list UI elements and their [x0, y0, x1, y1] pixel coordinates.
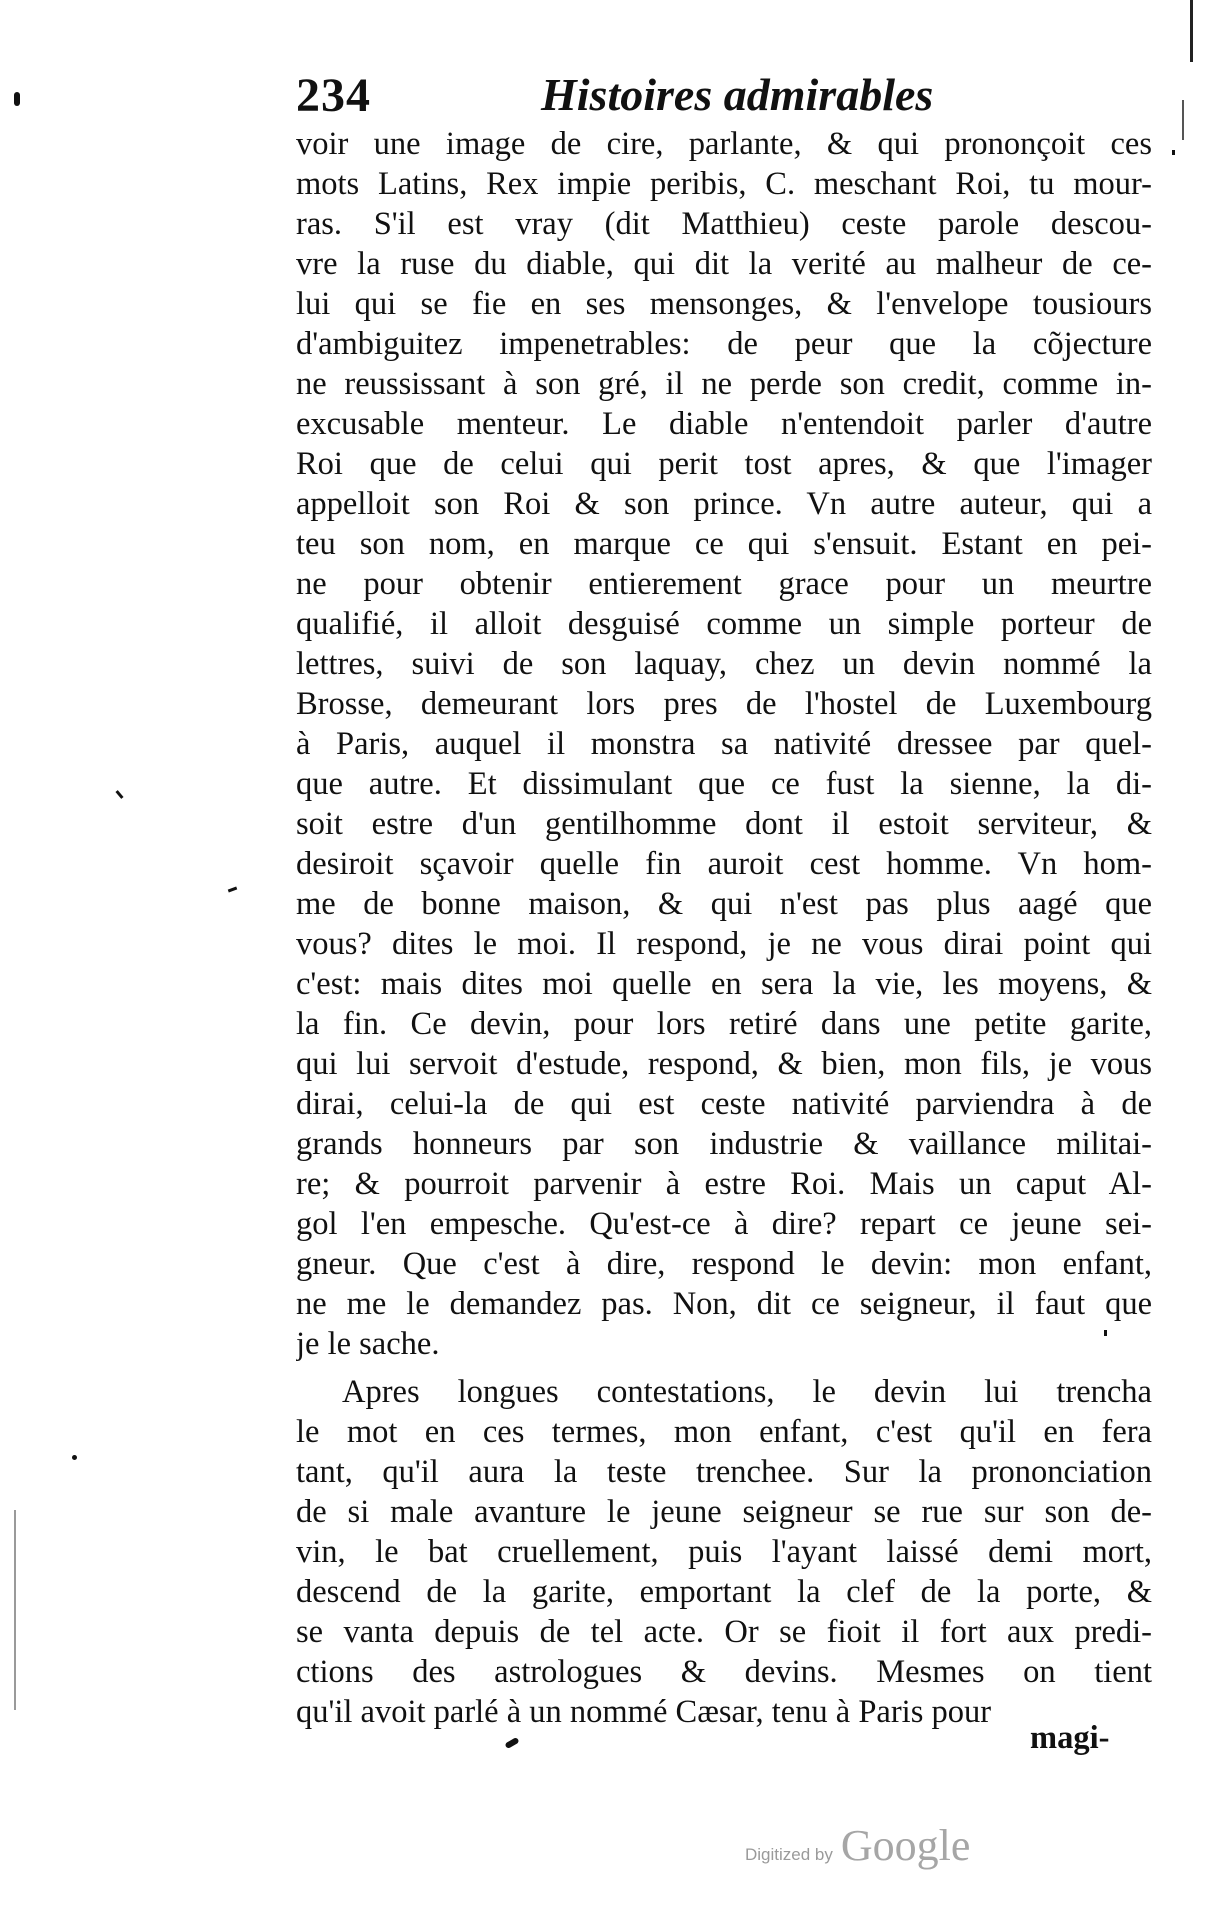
- text-line: gneur. Que c'est à dire, respond le devin: mon enfant,: [296, 1246, 1152, 1282]
- paragraph-1: [296, 124, 1152, 1364]
- text-line: la fin. Ce devin, pour lors retiré dans une petite garite,: [296, 1006, 1152, 1042]
- google-logo: Google: [840, 1821, 971, 1870]
- margin-speck: [14, 1510, 16, 1710]
- margin-speck: [1172, 150, 1175, 155]
- margin-speck: [228, 887, 237, 893]
- text-line: vre la ruse du diable, qui dit la verité au malheur de ce-: [296, 246, 1152, 282]
- text-line: qui lui servoit d'estude, respond, & bien, mon fils, je vous: [296, 1046, 1152, 1082]
- page-edge-line: [1190, 0, 1193, 62]
- text-line: ne reussissant à son gré, il ne perde son credit, comme in-: [296, 366, 1152, 402]
- margin-speck: [1104, 1330, 1107, 1336]
- text-line: desiroit sçavoir quelle fin auroit cest homme. Vn hom-: [296, 846, 1152, 882]
- text-line: Roi que de celui qui perit tost apres, & que l'imager: [296, 446, 1152, 482]
- text-line: gol l'en empesche. Qu'est-ce à dire? repart ce jeune sei-: [296, 1206, 1152, 1242]
- text-line: d'ambiguitez impenetrables: de peur que la cõjecture: [296, 326, 1152, 362]
- text-line: Brosse, demeurant lors pres de l'hostel de Luxembourg: [296, 686, 1152, 722]
- text-line: se vanta depuis de tel acte. Or se fioit il fort aux predi-: [296, 1614, 1152, 1650]
- margin-speck: [14, 92, 20, 106]
- text-line: ne pour obtenir entierement grace pour un meurtre: [296, 566, 1152, 602]
- text-line: soit estre d'un gentilhomme dont il estoit serviteur, &: [296, 806, 1152, 842]
- margin-speck: [115, 790, 123, 799]
- text-line: lettres, suivi de son laquay, chez un devin nommé la: [296, 646, 1152, 682]
- text-line: ras. S'il est vray (dit Matthieu) ceste parole descou-: [296, 206, 1152, 242]
- text-line: lui qui se fie en ses mensonges, & l'envelope tousiours: [296, 286, 1152, 322]
- margin-speck: [72, 1455, 77, 1460]
- paragraph-2: [296, 1372, 1152, 1732]
- text-line: voir une image de cire, parlante, & qui prononçoit ces: [296, 126, 1152, 162]
- text-line: appelloit son Roi & son prince. Vn autre auteur, qui a: [296, 486, 1152, 522]
- text-line: tant, qu'il aura la teste trenchee. Sur la prononciation: [296, 1454, 1152, 1490]
- text-line: dirai, celui-la de qui est ceste nativité parviendra à de: [296, 1086, 1152, 1122]
- text-line: qualifié, il alloit desguisé comme un simple porteur de: [296, 606, 1152, 642]
- text-line: qu'il avoit parlé à un nommé Cæsar, tenu à Paris pour: [296, 1694, 992, 1730]
- text-line: mots Latins, Rex impie peribis, C. meschant Roi, tu mour-: [296, 166, 1152, 202]
- text-line: descend de la garite, emportant la clef de la porte, &: [296, 1574, 1152, 1610]
- catchword: magi-: [1030, 1720, 1110, 1756]
- digitized-watermark: [745, 1820, 970, 1870]
- margin-speck: [504, 1737, 519, 1749]
- text-line: je le sache.: [296, 1326, 440, 1362]
- text-line: grands honneurs par son industrie & vaillance militai-: [296, 1126, 1152, 1162]
- text-line: ne me le demandez pas. Non, dit ce seigneur, il faut que: [296, 1286, 1152, 1322]
- text-line: à Paris, auquel il monstra sa nativité dressee par quel-: [296, 726, 1152, 762]
- text-line: le mot en ces termes, mon enfant, c'est qu'il en fera: [296, 1414, 1152, 1450]
- page-header: [296, 68, 936, 128]
- text-line: re; & pourroit parvenir à estre Roi. Mais un caput Al-: [296, 1166, 1152, 1202]
- text-line: de si male avanture le jeune seigneur se rue sur son de-: [296, 1494, 1152, 1530]
- body-text: [296, 124, 1152, 1732]
- text-line: que autre. Et dissimulant que ce fust la sienne, la di-: [296, 766, 1152, 802]
- text-line: Apres longues contestations, le devin lui trencha: [342, 1374, 1152, 1410]
- text-line: teu son nom, en marque ce qui s'ensuit. Estant en pei-: [296, 526, 1152, 562]
- paragraph-gap: [296, 1364, 1152, 1372]
- text-line: c'est: mais dites moi quelle en sera la vie, les moyens, &: [296, 966, 1152, 1002]
- page-edge-line: [1182, 100, 1184, 140]
- text-line: vin, le bat cruellement, puis l'ayant laissé demi mort,: [296, 1534, 1152, 1570]
- digitized-by-label: Digitized by: [745, 1845, 833, 1864]
- page-number: 234: [296, 69, 371, 122]
- text-line: vous? dites le moi. Il respond, je ne vous dirai point qui: [296, 926, 1152, 962]
- text-line: ctions des astrologues & devins. Mesmes on tient: [296, 1654, 1152, 1690]
- running-title: Histoires admirables: [541, 69, 934, 120]
- text-line: me de bonne maison, & qui n'est pas plus aagé que: [296, 886, 1152, 922]
- text-line: excusable menteur. Le diable n'entendoit parler d'autre: [296, 406, 1152, 442]
